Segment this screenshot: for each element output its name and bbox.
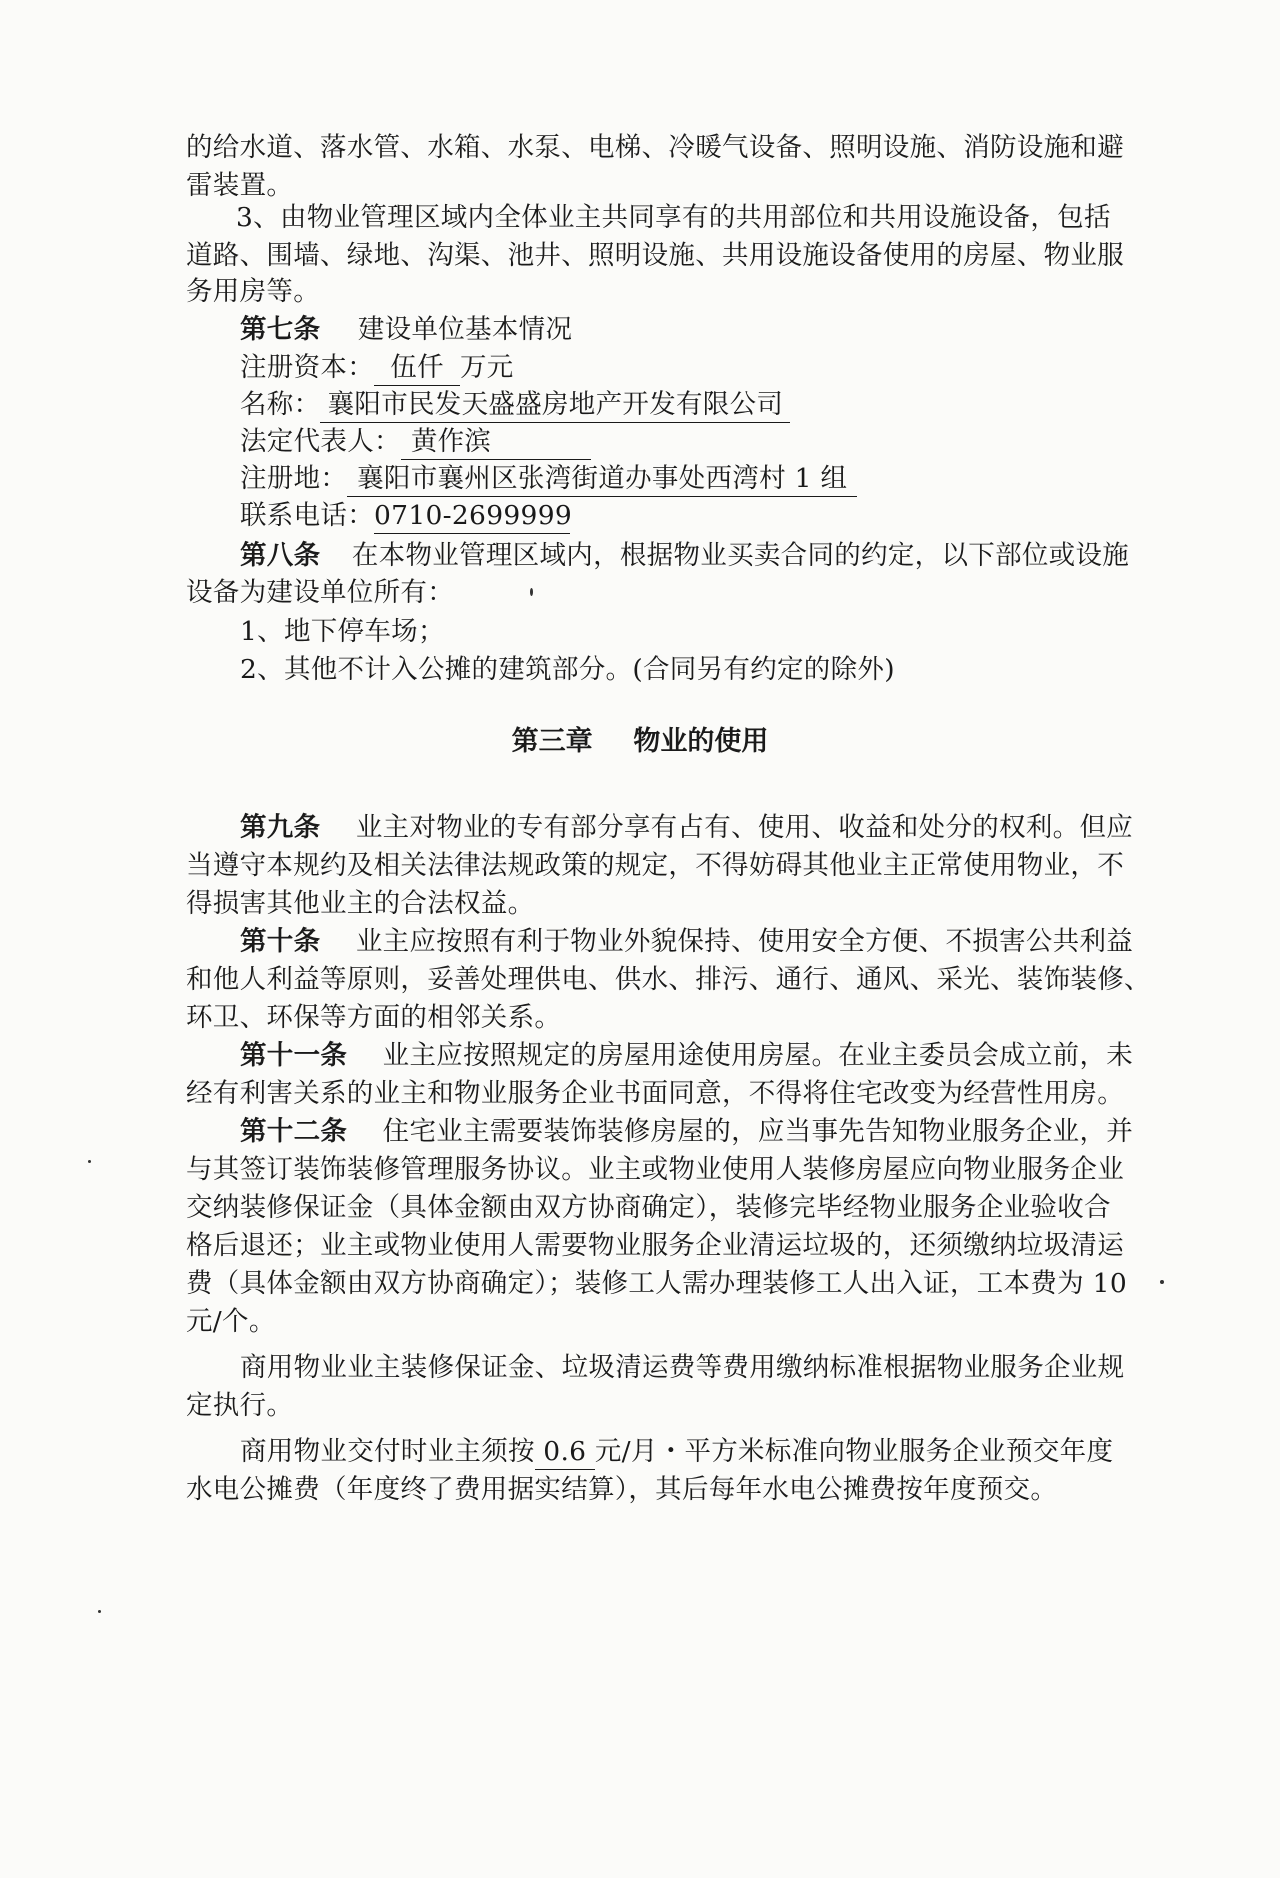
registered-capital-label: 注册资本： bbox=[240, 352, 374, 383]
text-line: 设备为建设单位所有： bbox=[186, 577, 454, 608]
registered-capital-unit: 万元 bbox=[460, 352, 514, 383]
text-line: 的给水道、落水管、水箱、水泵、电梯、冷暖气设备、照明设施、消防设施和避 bbox=[186, 132, 1124, 163]
company-name-label: 名称： bbox=[240, 389, 321, 420]
fee-rate-suffix: 元/月・平方米标准向物业服务企业预交年度 bbox=[594, 1436, 1114, 1467]
article-10-line bbox=[240, 922, 1210, 962]
scan-speck bbox=[88, 1160, 91, 1163]
article-9-title: 第九条 bbox=[240, 812, 321, 843]
text-line: 元/个。 bbox=[186, 1306, 276, 1337]
article-7-heading bbox=[240, 310, 1210, 350]
article-10-text: 业主应按照有利于物业外貌保持、使用安全方便、不损害公共利益 bbox=[355, 926, 1134, 957]
article-12-line bbox=[240, 1112, 1210, 1152]
legal-rep-label: 法定代表人： bbox=[240, 426, 401, 457]
article-12-title: 第十二条 bbox=[240, 1116, 348, 1147]
article-11-text: 业主应按照规定的房屋用途使用房屋。在业主委员会成立前，未 bbox=[382, 1040, 1134, 1071]
scan-speck bbox=[98, 1610, 101, 1613]
fee-rate-value: 0.6 bbox=[535, 1435, 595, 1470]
registered-address-row bbox=[240, 459, 1210, 499]
text-line: 格后退还；业主或物业使用人需要物业服务企业清运垃圾的，还须缴纳垃圾清运 bbox=[186, 1230, 1124, 1261]
registered-address-value: 襄阳市襄州区张湾街道办事处西湾村 1 组 bbox=[347, 462, 857, 497]
scan-speck bbox=[1160, 1280, 1164, 1284]
article-8-title: 第八条 bbox=[240, 540, 321, 571]
chapter-label: 第三章 bbox=[511, 726, 593, 757]
article-7-subject: 建设单位基本情况 bbox=[357, 314, 573, 345]
article-9-text: 业主对物业的专有部分享有占有、使用、收益和处分的权利。但应 bbox=[355, 812, 1134, 843]
scan-speck bbox=[530, 588, 533, 596]
legal-rep-row bbox=[240, 422, 1210, 462]
article-8-line bbox=[240, 536, 1210, 576]
text-line: 环卫、环保等方面的相邻关系。 bbox=[186, 1002, 562, 1033]
article-11-title: 第十一条 bbox=[240, 1040, 348, 1071]
registered-capital-value: 伍仟 bbox=[374, 351, 460, 386]
article-12-text: 住宅业主需要装饰装修房屋的，应当事先告知物业服务企业，并 bbox=[382, 1116, 1134, 1147]
text-line: 水电公摊费（年度终了费用据实结算），其后每年水电公摊费按年度预交。 bbox=[186, 1474, 1058, 1505]
company-name-row bbox=[240, 385, 1210, 425]
text-line: 当遵守本规约及相关法律法规政策的规定，不得妨碍其他业主正常使用物业，不 bbox=[186, 850, 1124, 881]
text-line: 务用房等。 bbox=[186, 276, 320, 307]
text-line: 道路、围墙、绿地、沟渠、池井、照明设施、共用设施设备使用的房屋、物业服 bbox=[186, 240, 1124, 271]
text-line: 商用物业业主装修保证金、垃圾清运费等费用缴纳标准根据物业服务企业规 bbox=[240, 1352, 1125, 1383]
phone-value: 0710-2699999 bbox=[374, 499, 570, 534]
chapter-title: 物业的使用 bbox=[633, 726, 769, 757]
company-name-value: 襄阳市民发天盛盛房地产开发有限公司 bbox=[320, 388, 790, 423]
text-line: 与其签订装饰装修管理服务协议。业主或物业使用人装修房屋应向物业服务企业 bbox=[186, 1154, 1124, 1185]
phone-row bbox=[240, 496, 1210, 536]
registered-capital-row bbox=[240, 348, 1210, 388]
article-7-title: 第七条 bbox=[240, 314, 321, 345]
article-11-line bbox=[240, 1036, 1210, 1076]
text-line: 定执行。 bbox=[186, 1390, 294, 1421]
article-9-line bbox=[240, 808, 1210, 848]
article-8-text: 在本物业管理区域内，根据物业买卖合同的约定，以下部位或设施 bbox=[351, 540, 1130, 571]
registered-address-label: 注册地： bbox=[240, 463, 348, 494]
text-line: 3、由物业管理区域内全体业主共同享有的共用部位和共用设施设备，包括 bbox=[236, 202, 1111, 233]
fee-rate-line bbox=[240, 1432, 1210, 1472]
list-item: 1、地下停车场； bbox=[240, 616, 445, 647]
legal-rep-value: 黄作滨 bbox=[401, 425, 591, 460]
text-line: 经有利害关系的业主和物业服务企业书面同意，不得将住宅改变为经营性用房。 bbox=[186, 1078, 1124, 1109]
text-line: 交纳装修保证金（具体金额由双方协商确定），装修完毕经物业服务企业验收合 bbox=[186, 1192, 1111, 1223]
text-line: 费（具体金额由双方协商确定）；装修工人需办理装修工人出入证，工本费为 10 bbox=[186, 1268, 1127, 1299]
text-line: 得损害其他业主的合法权益。 bbox=[186, 888, 535, 919]
article-10-title: 第十条 bbox=[240, 926, 321, 957]
chapter-heading bbox=[0, 722, 1280, 762]
text-line: 和他人利益等原则，妥善处理供电、供水、排污、通行、通风、采光、装饰装修、 bbox=[186, 964, 1151, 995]
list-item: 2、其他不计入公摊的建筑部分。(合同另有约定的除外) bbox=[240, 654, 895, 685]
fee-rate-prefix: 商用物业交付时业主须按 bbox=[240, 1436, 535, 1467]
phone-label: 联系电话： bbox=[240, 500, 374, 531]
text-line: 雷装置。 bbox=[186, 170, 294, 201]
